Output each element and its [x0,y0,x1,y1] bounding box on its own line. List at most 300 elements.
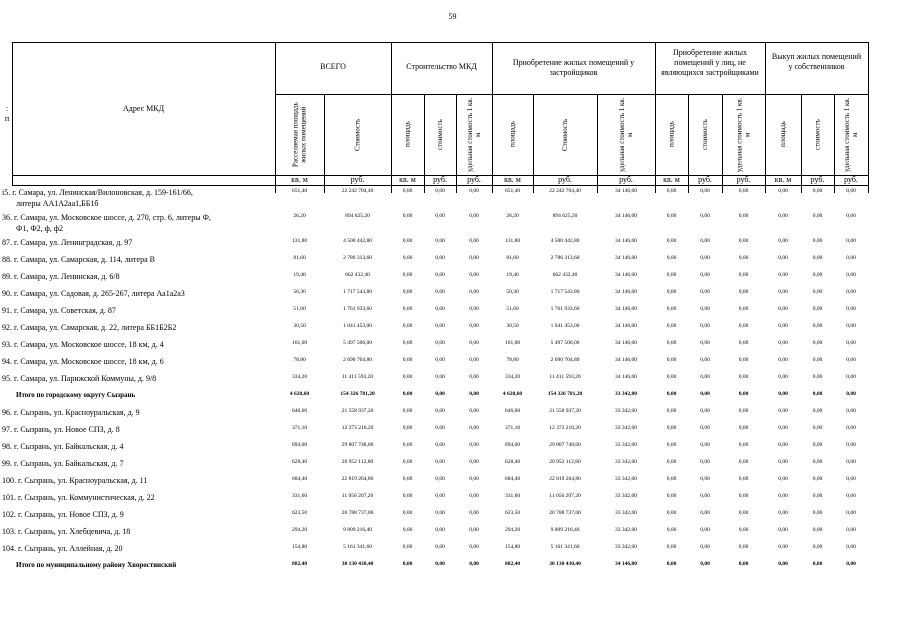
table-cell: 0,00 [435,561,445,567]
table-cell: 0,00 [469,374,479,380]
table-cell: 0,00 [812,510,823,516]
table-cell: 33 342,00 [615,493,637,499]
row-address: 94. г. Самара, ул. Московское шоссе, 18 км, д. 6 [2,357,164,366]
table-cell: 5 161 341,60 [343,544,372,550]
table-cell: 0,00 [700,476,710,482]
table-cell: 0,00 [846,357,856,363]
table-cell: 30,50 [506,323,519,329]
table-cell: 29 807 748,00 [549,442,581,448]
table-cell: 1 041 453,00 [550,323,580,329]
unit-label: руб. [844,175,858,184]
table-cell: 0,00 [700,289,710,295]
column-subheader: Стоимость [353,118,362,151]
table-cell: 0,00 [469,561,479,567]
table-cell: 0,00 [738,272,749,278]
column-subheader: Расселяемая площадь жилых помещений [291,102,308,167]
table-cell: 0,00 [666,459,677,465]
table-cell: 0,00 [469,272,479,278]
table-cell: 0,00 [402,476,413,482]
table-cell: 0,00 [738,476,749,482]
table-cell: 0,00 [435,459,445,465]
table-cell: 0,00 [469,493,479,499]
table-cell: 11 056 207,20 [549,493,581,499]
table-cell: 894,00 [291,442,308,448]
table-cell: 0,00 [700,493,710,499]
table-cell: 20 952 112,80 [341,459,374,465]
table-cell: 0,00 [435,289,445,295]
table-cell: 0,00 [402,561,413,567]
table-cell: 0,00 [435,425,445,431]
table-cell: 0,00 [435,374,445,380]
unit-label: руб. [698,175,712,184]
unit-label: кв. м [504,175,521,184]
group-header: Строительство МКД [406,62,477,71]
table-cell: 4 628,60 [289,391,310,397]
table-cell: 0,00 [846,213,856,219]
table-cell: 0,00 [778,527,788,533]
table-cell: 29 807 748,00 [341,442,374,448]
table-cell: 684,40 [291,476,308,482]
table-cell: 0,00 [469,476,479,482]
table-cell: 0,00 [469,459,479,465]
table-cell: 34 146,00 [615,213,637,219]
table-cell: 0,00 [666,306,677,312]
table-cell: 0,00 [435,442,445,448]
row-address: 100. г. Сызрань, ул. Красноуральская, д. 11 [2,476,148,485]
unit-label: руб. [558,175,572,184]
column-subheader: стоимость [701,119,709,150]
column-subheader: площадь [403,121,412,148]
table-cell: 1 761 933,60 [343,306,372,312]
table-cell: 1 761 933,60 [550,306,580,312]
table-cell: 334,20 [291,374,308,380]
table-cell: 0,00 [738,374,749,380]
table-cell: 0,00 [738,544,749,550]
table-cell: 0,00 [469,544,479,550]
table-cell: 0,00 [700,391,710,397]
unit-label: руб. [433,175,447,184]
table-cell: 0,00 [700,459,710,465]
table-cell: 0,00 [402,340,413,346]
page-number: 59 [448,12,457,21]
table-cell: 20 952 112,80 [549,459,581,465]
table-cell: 0,00 [738,408,749,414]
table-cell: 0,00 [700,374,710,380]
table-cell: 0,00 [846,289,856,295]
group-divider [275,94,868,95]
table-cell: 0,00 [700,255,710,261]
table-cell: 0,00 [666,357,677,363]
table-cell: 0,00 [435,357,445,363]
unit-label: руб. [736,175,751,184]
table-cell: 0,00 [812,544,823,550]
table-cell: 628,40 [504,459,521,465]
column-subheader: площадь [508,121,517,148]
table-cell: 894,00 [504,442,521,448]
table-cell: 0,00 [435,255,445,261]
table-cell: 0,00 [469,510,479,516]
table-cell: 0,00 [469,188,479,194]
table-cell: 0,00 [778,323,788,329]
table-cell: 34 146,00 [615,289,637,295]
table-cell: 34 146,00 [615,323,637,329]
row-address: 99. г. Сызрань, ул. Байкальская, д. 7 [2,459,124,468]
table-cell: 0,00 [469,306,479,312]
table-cell: 0,00 [778,391,788,397]
table-cell: 0,00 [812,374,823,380]
table-cell: 0,00 [812,425,823,431]
table-cell: 0,00 [435,476,445,482]
table-cell: 0,00 [778,476,788,482]
table-cell: 651,40 [291,188,308,194]
table-cell: 0,00 [666,527,677,533]
table-cell: 0,00 [402,374,413,380]
table-cell: 34 146,00 [615,255,637,261]
table-cell: 0,00 [666,289,677,295]
table-cell: 331,60 [504,493,521,499]
total-row-label: Итого по муниципальному району Хворостянский [16,561,177,569]
table-cell: 34 146,00 [615,188,637,194]
unit-label: руб. [810,175,825,184]
table-cell: 0,00 [738,188,749,194]
table-cell: 0,00 [666,188,677,194]
table-cell: 9 809 216,40 [343,527,372,533]
table-cell: 154 326 781,20 [547,391,583,397]
table-cell: 0,00 [666,323,677,329]
column-subheader: стоимость [436,119,444,150]
table-cell: 0,00 [812,442,823,448]
table-cell: 34 146,00 [615,238,637,244]
table-cell: 0,00 [778,510,788,516]
table-cell: 628,40 [291,459,308,465]
table-cell: 0,00 [812,408,823,414]
table-cell: 0,00 [846,272,856,278]
table-cell: 0,00 [402,425,413,431]
table-cell: 0,00 [435,238,445,244]
table-cell: 22 819 264,80 [549,476,581,482]
row-address: 91. г. Самара, ул. Советская, д. 87 [2,306,116,315]
table-cell: 21 558 937,20 [549,408,581,414]
table-cell: 81,60 [293,255,306,261]
table-cell: 0,00 [469,442,479,448]
row-address: 90. г. Самара, ул. Садовая, д. 265-267, литера Аа1а2а3 [2,289,185,298]
table-cell: 0,00 [666,255,677,261]
table-cell: 0,00 [738,493,749,499]
table-cell: 0,00 [435,323,445,329]
row-address: 93. г. Самара, ул. Московское шоссе, 18 км, д. 4 [2,340,164,349]
table-cell: 0,00 [778,544,788,550]
table-cell: 0,00 [435,272,445,278]
table-cell: 0,00 [812,527,823,533]
table-cell: 0,00 [846,306,856,312]
table-cell: 0,00 [812,391,823,397]
table-cell: 0,00 [812,289,823,295]
table-cell: 0,00 [435,527,445,533]
table-cell: 20 788 737,00 [341,510,374,516]
table-cell: 0,00 [700,442,710,448]
table-cell: 50,30 [293,289,306,295]
table-cell: 0,00 [435,544,445,550]
table-cell: 33 342,00 [615,391,637,397]
table-cell: 371,10 [291,425,308,431]
table-cell: 51,60 [293,306,306,312]
table-cell: 0,00 [402,238,413,244]
table-cell: 0,00 [666,476,677,482]
row-address-continuation: литеры АА1А2аа1,ББ1б [16,199,99,208]
table-cell: 33 342,00 [615,459,637,465]
row-address: 103. г. Сызрань, ул. Хлебцевича, д. 18 [2,527,131,536]
table-cell: 0,00 [778,238,788,244]
table-cell: 0,00 [666,493,677,499]
column-subheader: площадь [667,121,676,148]
table-cell: 0,00 [812,357,823,363]
table-cell: 646,60 [504,408,521,414]
table-cell: 0,00 [402,357,413,363]
row-address: 102. г. Сызрань, ул. Новое СПЗ, д. 9 [2,510,124,519]
table-cell: 0,00 [778,442,788,448]
row-address: 95. г. Самара, ул. Парижской Коммуны, д. 9/8 [2,374,157,383]
table-cell: 0,00 [778,255,788,261]
table-cell: 334,20 [504,374,521,380]
table-cell: 0,00 [469,357,479,363]
table-cell: 1 717 543,80 [343,289,372,295]
table-cell: 0,00 [812,238,823,244]
table-cell: 34 146,00 [615,340,637,346]
table-cell: 0,00 [435,213,445,219]
table-cell: 0,00 [700,527,710,533]
column-subheader: площадь [779,121,787,148]
row-address: 98. г. Сызрань, ул. Байкальская, д. 4 [2,442,124,451]
table-cell: 0,00 [435,306,445,312]
column-subheader: стоимость [813,119,822,150]
table-cell: 0,00 [778,493,788,499]
table-cell: 0,00 [812,272,823,278]
table-cell: 0,00 [402,510,413,516]
table-cell: 0,00 [778,408,788,414]
table-cell: 0,00 [846,323,856,329]
row-address: 89. г. Самара, ул. Ленинская, д. 6/8 [2,272,120,281]
table-cell: 0,00 [738,340,749,346]
table-cell: 0,00 [402,493,413,499]
table-cell: 0,00 [846,493,856,499]
table-cell: 0,00 [666,213,677,219]
table-cell: 0,00 [469,340,479,346]
group-header: ВСЕГО [320,62,346,71]
unit-label: руб. [350,175,365,184]
table-cell: 0,00 [846,561,856,567]
table-cell: 0,00 [738,425,749,431]
table-cell: 22 242 704,40 [341,188,374,194]
table-cell: 0,00 [469,289,479,295]
table-cell: 0,00 [738,442,749,448]
row-address: 88. г. Самара, ул. Самарская, д. 114, литера В [2,255,155,264]
table-cell: 646,60 [291,408,308,414]
table-cell: 0,00 [778,561,788,567]
table-cell: 9 809 216,40 [550,527,580,533]
table-cell: 0,00 [846,459,856,465]
table-cell: 5 497 506,00 [550,340,580,346]
row-address: 101. г. Сызрань, ул. Коммунистическая, д. 22 [2,493,155,502]
table-cell: 4 500 442,80 [550,238,580,244]
table-cell: 78,80 [506,357,519,363]
table-cell: 623,50 [291,510,308,516]
table-cell: 33 342,00 [615,527,637,533]
table-cell: 882,40 [291,561,308,567]
table-cell: 331,60 [291,493,308,499]
table-cell: 0,00 [778,357,788,363]
table-cell: 0,00 [738,391,749,397]
table-cell: 0,00 [778,306,788,312]
unit-label: кв. м [663,175,680,184]
table-cell: 0,00 [435,391,445,397]
table-cell: 0,00 [469,527,479,533]
table-cell: 20 788 737,00 [549,510,581,516]
table-cell: 0,00 [666,238,677,244]
table-cell: 161,00 [291,340,308,346]
table-cell: 34 146,00 [615,306,637,312]
table-cell: 78,80 [293,357,306,363]
table-cell: 0,00 [666,510,677,516]
table-cell: 0,00 [469,213,479,219]
table-cell: 0,00 [812,459,823,465]
table-cell: 0,00 [700,272,710,278]
table-cell: 0,00 [435,340,445,346]
table-cell: 2 786 313,60 [343,255,372,261]
table-cell: 5 497 506,00 [343,340,372,346]
row-address-continuation: Ф1, Ф2, ф, ф2 [16,224,64,233]
table-cell: 0,00 [666,340,677,346]
table-cell: 30 130 430,40 [549,561,581,567]
table-cell: 894 625,20 [552,213,578,219]
table-cell: 154,80 [504,544,521,550]
table-cell: 0,00 [666,391,677,397]
group-header: Приобретение жилых помещений у застройщиков [512,58,635,77]
table-cell: 0,00 [402,442,413,448]
table-cell: 2 690 704,80 [550,357,580,363]
table-cell: 0,00 [402,459,413,465]
table-cell: 0,00 [402,323,413,329]
table-cell: 0,00 [812,306,823,312]
row-address: 36. г. Самара, ул. Московское шоссе, д. 270, стр. 6, литеры Ф, [2,213,211,222]
table-cell: 0,00 [846,238,856,244]
table-cell: 0,00 [846,476,856,482]
table-cell: 0,00 [846,391,856,397]
table-cell: 0,00 [778,289,788,295]
table-cell: 0,00 [469,408,479,414]
table-cell: 26,20 [293,213,306,219]
column-subheader: удельная стоимость 1 кв. м [618,97,634,172]
table-cell: 0,00 [738,459,749,465]
table-cell: 0,00 [666,561,677,567]
table-cell: 0,00 [700,408,710,414]
table-cell: 33 342,00 [615,476,637,482]
table-cell: 0,00 [812,188,823,194]
table-cell: 0,00 [402,289,413,295]
table-cell: 0,00 [469,391,479,397]
table-cell: 154,80 [291,544,308,550]
table-cell: 0,00 [846,374,856,380]
row-number-header-mark: : [5,104,9,113]
row-address: i5. г. Самара, ул. Ленинская/Вилоновская, д. 159-161/66, [2,188,193,197]
header-bottom-border [12,185,868,186]
table-cell: 0,00 [778,213,788,219]
table-cell: 81,60 [506,255,519,261]
table-top-border [12,42,868,43]
table-cell: 2 786 313,60 [550,255,580,261]
table-cell: 33 342,00 [615,510,637,516]
table-cell: 2 690 704,80 [343,357,372,363]
table-cell: 0,00 [666,442,677,448]
table-cell: 0,00 [846,408,856,414]
table-cell: 0,00 [778,188,788,194]
table-cell: 161,00 [504,340,521,346]
table-cell: 894 625,20 [345,213,370,219]
table-cell: 4 628,60 [502,391,523,397]
table-cell: 0,00 [700,213,710,219]
table-cell: 0,00 [812,213,823,219]
table-cell: 684,40 [504,476,521,482]
header-column-divider [868,42,869,185]
table-cell: 0,00 [700,188,710,194]
table-cell: 4 500 442,80 [343,238,372,244]
table-cell: 0,00 [666,408,677,414]
table-cell: 0,00 [846,527,856,533]
table-cell: 0,00 [778,459,788,465]
table-cell: 0,00 [812,340,823,346]
table-cell: 0,00 [846,544,856,550]
table-cell: 0,00 [812,323,823,329]
table-cell: 0,00 [469,323,479,329]
table-cell: 0,00 [666,272,677,278]
table-cell: 0,00 [666,425,677,431]
table-cell: 0,00 [846,425,856,431]
table-cell: 662 432,40 [552,272,578,278]
table-cell: 371,10 [504,425,521,431]
column-subheader: Стоимость [561,118,569,151]
row-address: 87. г. Самара, ул. Ленинградская, д. 97 [2,238,133,247]
table-cell: 0,00 [738,289,749,295]
table-cell: 22 242 704,40 [549,188,581,194]
table-cell: 11 056 207,20 [341,493,374,499]
table-cell: 0,00 [435,510,445,516]
table-cell: 662 432,40 [345,272,370,278]
total-row-label: Итого по городскому округу Сызрань [16,391,136,399]
table-cell: 0,00 [469,425,479,431]
column-subheader: удельная стоимость 1 кв. м [466,97,482,172]
table-cell: 0,00 [846,442,856,448]
table-cell: 33 342,00 [615,544,637,550]
table-cell: 0,00 [402,272,413,278]
row-number-header: п [4,114,10,123]
table-cell: 0,00 [738,527,749,533]
table-cell: 623,50 [504,510,521,516]
table-cell: 0,00 [666,374,677,380]
table-cell: 0,00 [402,527,413,533]
table-cell: 1 041 453,00 [343,323,372,329]
table-cell: 0,00 [738,255,749,261]
table-cell: 0,00 [700,323,710,329]
unit-label: кв. м [774,175,792,184]
table-cell: 51,60 [506,306,519,312]
table-cell: 131,80 [291,238,308,244]
column-subheader: удельная стоимость 1 кв. м [843,97,859,172]
table-cell: 0,00 [778,374,788,380]
table-cell: 0,00 [402,391,413,397]
table-cell: 33 342,00 [615,408,637,414]
table-cell: 0,00 [846,340,856,346]
table-cell: 12 373 216,20 [341,425,374,431]
table-cell: 0,00 [778,425,788,431]
